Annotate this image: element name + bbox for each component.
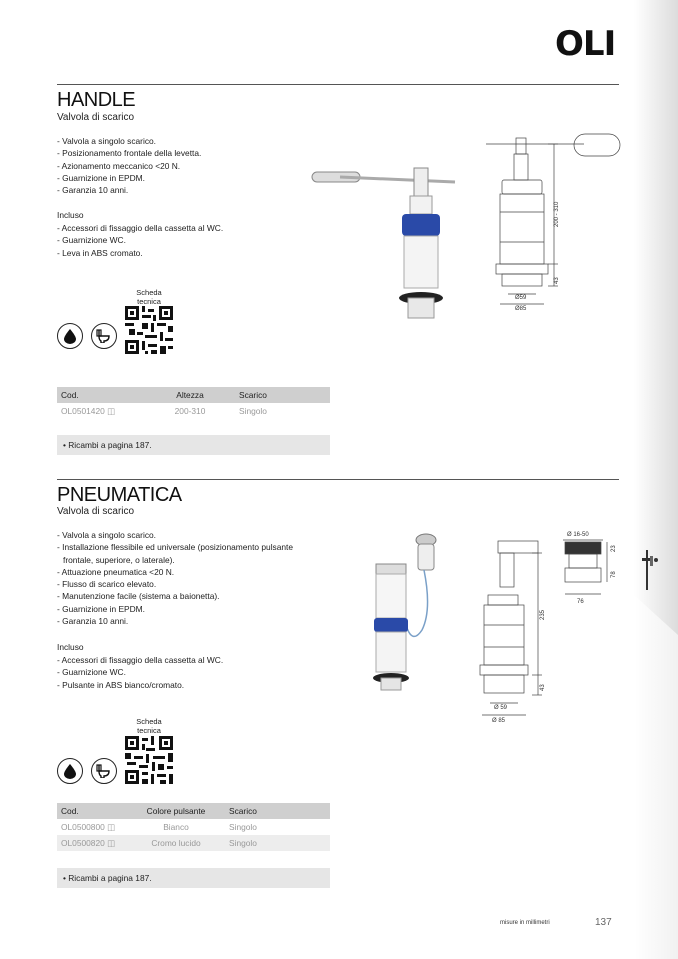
feature-item: - Garanzia 10 anni. — [57, 615, 347, 627]
page-edge — [634, 0, 678, 959]
feature-item: frontale, superiore, o laterale). — [63, 554, 175, 565]
qr-code-icon[interactable] — [125, 736, 173, 784]
feature-item: - Guarnizione in EPDM. — [57, 172, 347, 184]
feature-item: - Garanzia 10 anni. — [57, 184, 347, 196]
column-header: Scarico — [235, 387, 330, 403]
feature-list — [57, 135, 347, 196]
column-header: Altezza — [145, 387, 235, 403]
scheda-line: Scheda — [136, 288, 162, 297]
included-list — [57, 222, 347, 259]
spare-parts-note: • Ricambi a pagina 187. — [57, 868, 330, 888]
table-cell: Singolo — [239, 406, 267, 416]
pneumatica-technical-drawing — [470, 535, 560, 725]
feature-item: - Valvola a singolo scarico. — [57, 529, 347, 541]
column-header: Cod. — [57, 803, 127, 819]
product-code: OL0500820 — [61, 838, 105, 848]
section-divider — [57, 84, 619, 85]
table-row — [57, 835, 330, 851]
included-heading: Incluso — [57, 210, 84, 220]
table-cell: Singolo — [225, 835, 330, 851]
qr-code-icon[interactable] — [125, 306, 173, 354]
included-item: - Leva in ABS cromato. — [57, 247, 347, 259]
pneumatica-valve-image — [362, 530, 472, 695]
feature-item: - Manutenzione facile (sistema a baionetta). — [57, 590, 347, 602]
scheda-line: Scheda — [136, 717, 162, 726]
spec-table — [57, 387, 330, 419]
dim-d1: Ø 59 — [494, 705, 508, 711]
product-code: OL0500800 — [61, 822, 105, 832]
feature-item: - Flusso di scarico elevato. — [57, 578, 347, 590]
spare-parts-note: • Ricambi a pagina 187. — [57, 435, 330, 455]
included-item: - Pulsante in ABS bianco/cromato. — [57, 679, 347, 691]
included-item: - Guarnizione WC. — [57, 234, 347, 246]
product-subtitle: Valvola di scarico — [57, 506, 135, 517]
product-code: OL0501420 — [61, 406, 105, 416]
toilet-icon — [91, 323, 117, 349]
feature-item: - Valvola a singolo scarico. — [57, 135, 347, 147]
water-drop-icon — [57, 323, 83, 349]
feature-item: - Azionamento meccanico <20 N. — [57, 160, 347, 172]
page-number: 137 — [595, 917, 612, 928]
included-heading: Incluso — [57, 642, 84, 652]
product-title: HANDLE — [57, 89, 136, 111]
table-header — [57, 803, 330, 819]
brand-logo: OLI — [555, 24, 616, 64]
dim-d2: Ø85 — [515, 306, 527, 312]
dim-button-diameter: Ø 16-50 — [567, 532, 589, 538]
table-cell: Cromo lucido — [127, 835, 225, 851]
scheda-label — [129, 717, 169, 735]
table-cell: Bianco — [163, 822, 189, 832]
handle-technical-drawing — [484, 132, 624, 312]
dim-button-depth: 78 — [611, 571, 617, 578]
units-note: misure in millimetri — [500, 920, 550, 926]
feature-item: - Posizionamento frontale della levetta. — [57, 147, 347, 159]
table-cell-code — [57, 819, 127, 835]
included-list — [57, 654, 347, 691]
table-cell: Singolo — [229, 822, 257, 832]
dim-d1: Ø59 — [515, 295, 527, 301]
table-cell-code — [57, 835, 127, 851]
column-header: Cod. — [57, 387, 145, 403]
feature-item: - Installazione flessibile ed universale (posizionamento pulsante — [57, 541, 347, 553]
section-divider — [57, 479, 619, 480]
product-icon: ◫ — [107, 838, 116, 848]
column-header: Colore pulsante — [127, 803, 225, 819]
product-icon: ◫ — [107, 406, 116, 416]
scheda-label — [129, 288, 169, 306]
feature-item: - Guarnizione in EPDM. — [57, 603, 347, 615]
included-item: - Guarnizione WC. — [57, 666, 347, 678]
dim-height: 200 - 310 — [554, 201, 560, 227]
table-cell: 200-310 — [174, 406, 206, 416]
dim-d2: Ø 85 — [492, 718, 506, 724]
water-drop-icon — [57, 758, 83, 784]
included-item: - Accessori di fissaggio della cassetta al WC. — [57, 222, 347, 234]
dim-button-width: 76 — [577, 599, 584, 605]
included-item: - Accessori di fissaggio della cassetta al WC. — [57, 654, 347, 666]
product-title: PNEUMATICA — [57, 484, 182, 506]
toilet-icon — [91, 758, 117, 784]
dim-bottom: 43 — [540, 684, 546, 691]
scheda-line: tecnica — [137, 726, 161, 735]
scheda-line: tecnica — [137, 297, 161, 306]
product-icon: ◫ — [107, 822, 116, 832]
handle-valve-image — [310, 158, 460, 328]
dim-bottom: 43 — [554, 277, 560, 284]
spec-table — [57, 803, 330, 851]
product-subtitle: Valvola di scarico — [57, 112, 135, 123]
table-header — [57, 387, 330, 403]
table-row — [57, 403, 330, 419]
push-button-drawing — [555, 528, 625, 608]
table-row — [57, 819, 330, 835]
feature-item: - Attuazione pneumatica <20 N. — [57, 566, 347, 578]
dim-button-height: 23 — [611, 545, 617, 552]
dim-height: 235 — [540, 609, 546, 620]
column-header: Scarico — [225, 803, 330, 819]
table-cell-code — [57, 403, 145, 419]
feature-list — [57, 529, 347, 627]
